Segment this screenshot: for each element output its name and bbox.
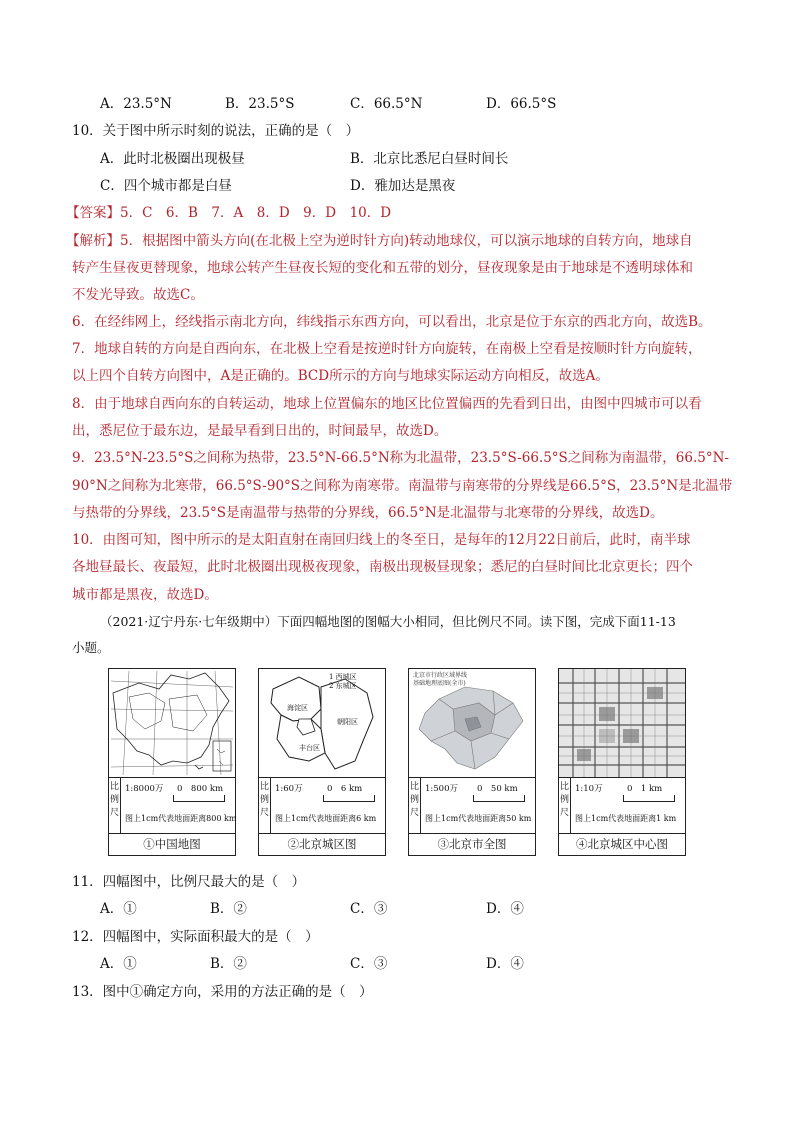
answer-text: 5．C 6．B 7．A 8．D 9．D 10．D: [120, 205, 392, 221]
beijing-center-scale-box: [559, 777, 685, 834]
analysis-line-8: 出，悉尼位于最东边，是最早看到日出的，时间最早，故选D。: [72, 423, 448, 439]
analysis-label: 【解析】: [66, 233, 120, 249]
beijing-city-scale-ratio: 1:500万: [425, 784, 458, 794]
q11-option-b: B．②: [210, 901, 247, 917]
q12-option-d: D．④: [486, 956, 524, 972]
label-fengtai: 丰台区: [299, 744, 320, 752]
beijing-city-scale-bar-label: 0 50 km: [477, 784, 518, 794]
beijing-city-map-heading: [413, 672, 467, 688]
q12-option-c: C．③: [350, 956, 388, 972]
q9-option-d: D．66.5°S: [486, 96, 557, 112]
beijing-city-map-image: [409, 669, 535, 778]
answer-line: [66, 203, 391, 223]
q10-option-d: D．雅加达是黑夜: [350, 178, 456, 194]
china-scale-bar-label: 0 800 km: [177, 784, 224, 794]
china-map-caption: ①中国地图: [143, 837, 201, 851]
q13-stem: 13．图中①确定方向，采用的方法正确的是（ ）: [72, 984, 373, 1000]
analysis-line-6: 以上四个自转方向图中，A是正确的。BCD所示的方向与地球实际运动方向相反，故选A。: [72, 368, 609, 384]
q9-option-c: C．66.5°N: [350, 96, 423, 112]
analysis-line-9: 9．23.5°N-23.5°S之间称为热带，23.5°N-66.5°N称为北温带，23.5°S-66.5°S之间称为南温带，66.5°N-: [72, 450, 729, 466]
analysis-line-2: 转产生昼夜更替现象，地球公转产生昼夜长短的变化和五带的划分，昼夜现象是由于地球是不透明球体和: [72, 260, 693, 276]
legend-xicheng: 1 西城区: [329, 673, 357, 681]
beijing-urban-scale-bar-label: 0 6 km: [327, 784, 363, 794]
china-map-image: [109, 669, 235, 778]
china-scale-note: 图上1cm代表地面距离800 km: [125, 814, 237, 823]
q9-option-a: A．23.5°N: [100, 96, 172, 112]
analysis-line-5: 7．地球自转的方向是自西向东，在北极上空看是按逆时针方向旋转，在南极上空看是按顺时针方向旋转，: [72, 341, 702, 357]
q10-stem: 10．关于图中所示时刻的说法，正确的是（ ）: [72, 123, 360, 139]
analysis-line-14: 城市都是黑夜，故选D。: [72, 587, 218, 603]
q12-stem: 12．四幅图中，实际面积最大的是（ ）: [72, 929, 319, 945]
analysis-line-7: 8．由于地球自西向东的自转运动，地球上位置偏东的地区比位置偏西的先看到日出，由图中四城市可以看: [72, 396, 702, 412]
q11-option-c: C．③: [350, 901, 388, 917]
beijing-city-scale-side-label: 比例尺: [409, 777, 421, 833]
beijing-center-map-caption: ④北京城区中心图: [576, 837, 668, 851]
q10-option-b: B．北京比悉尼白昼时间长: [350, 151, 509, 167]
beijing-city-map-caption: ③北京市全图: [437, 837, 507, 851]
beijing-city-heading-1: 北京市行政区域界线: [413, 672, 468, 679]
analysis-line-13: 各地昼最长、夜最短，此时北极圈出现极夜现象，南极出现极昼现象；悉尼的白昼时间比北京更长；四个: [72, 559, 693, 575]
beijing-center-scale-ratio: 1:10万: [575, 784, 603, 794]
beijing-center-scale-bar-label: 0 1 km: [627, 784, 663, 794]
china-scale-box: [109, 777, 235, 834]
q11-stem: 11．四幅图中，比例尺最大的是（ ）: [72, 874, 306, 890]
beijing-center-scale-side-label: 比例尺: [559, 777, 571, 833]
beijing-city-scale-bar: [473, 795, 525, 802]
beijing-urban-scale-box: [259, 777, 385, 834]
q9-option-b: B．23.5°S: [225, 96, 295, 112]
beijing-urban-scale-note: 图上1cm代表地面距离6 km: [275, 814, 377, 823]
china-scale-ratio: 1:8000万: [125, 784, 164, 794]
beijing-center-map-image: [559, 669, 685, 778]
legend-dongcheng: 2 东城区: [329, 682, 357, 690]
label-chaoyang: 朝阳区: [337, 718, 358, 726]
analysis-line-10: 90°N之间称为北寒带，66.5°S-90°S之间称为南寒带。南温带与南寒带的分界线是66.5°S，23.5°N是北温带: [72, 478, 733, 494]
analysis-line-12: 10．由图可知，图中所示的是太阳直射在南回归线上的冬至日，是每年的12月22日前后，此时，南半球: [72, 532, 691, 548]
analysis-text-1: 5．根据图中箭头方向(在北极上空为逆时针方向)转动地球仪，可以演示地球的自转方向，地球自: [120, 233, 693, 249]
beijing-urban-map-caption: ②北京城区图: [287, 837, 357, 851]
beijing-urban-legend: [329, 673, 357, 691]
analysis-line-4: 6．在经纬网上，经线指示南北方向，纬线指示东西方向，可以看出，北京是位于东京的西北方向，故选B。: [72, 314, 712, 330]
analysis-line-1: [66, 231, 693, 251]
map-beijing-urban: [258, 668, 386, 856]
q11-option-d: D．④: [486, 901, 524, 917]
map-beijing-center: [558, 668, 686, 856]
beijing-urban-scale-ratio: 1:60万: [275, 784, 303, 794]
analysis-line-3: 不发光导致。故选C。: [72, 287, 204, 303]
intro-line-1: （2021·辽宁丹东·七年级期中）下面四幅地图的图幅大小相同，但比例尺不同。读下图，完成下面11-13: [100, 614, 676, 629]
q11-option-a: A．①: [100, 901, 137, 917]
china-scale-bar: [173, 795, 225, 802]
intro-line-2: 小题。: [72, 640, 110, 655]
beijing-urban-scale-bar: [323, 795, 375, 802]
label-haidian: 海淀区: [287, 704, 308, 712]
beijing-city-scale-note: 图上1cm代表地面距离50 km: [425, 814, 532, 823]
map-beijing-city: [408, 668, 536, 856]
china-scale-side-label: 比例尺: [109, 777, 121, 833]
q12-option-b: B．②: [210, 956, 247, 972]
map-china: [108, 668, 236, 856]
beijing-center-scale-note: 图上1cm代表地面距离1 km: [575, 814, 677, 823]
beijing-urban-map-image: [259, 669, 385, 778]
maps-figure: [108, 668, 688, 858]
q10-option-c: C．四个城市都是白昼: [100, 178, 232, 194]
beijing-city-heading-2: 基础地理底图(全市): [413, 680, 466, 687]
analysis-line-11: 与热带的分界线，23.5°S是南温带与热带的分界线，66.5°N是北温带与北寒带的分界线，故选D。: [72, 505, 664, 521]
answer-label: 【答案】: [66, 205, 120, 221]
beijing-city-scale-box: [409, 777, 535, 834]
beijing-center-scale-bar: [623, 795, 675, 802]
beijing-urban-scale-side-label: 比例尺: [259, 777, 271, 833]
q12-option-a: A．①: [100, 956, 137, 972]
q10-option-a: A．此时北极圈出现极昼: [100, 151, 245, 167]
